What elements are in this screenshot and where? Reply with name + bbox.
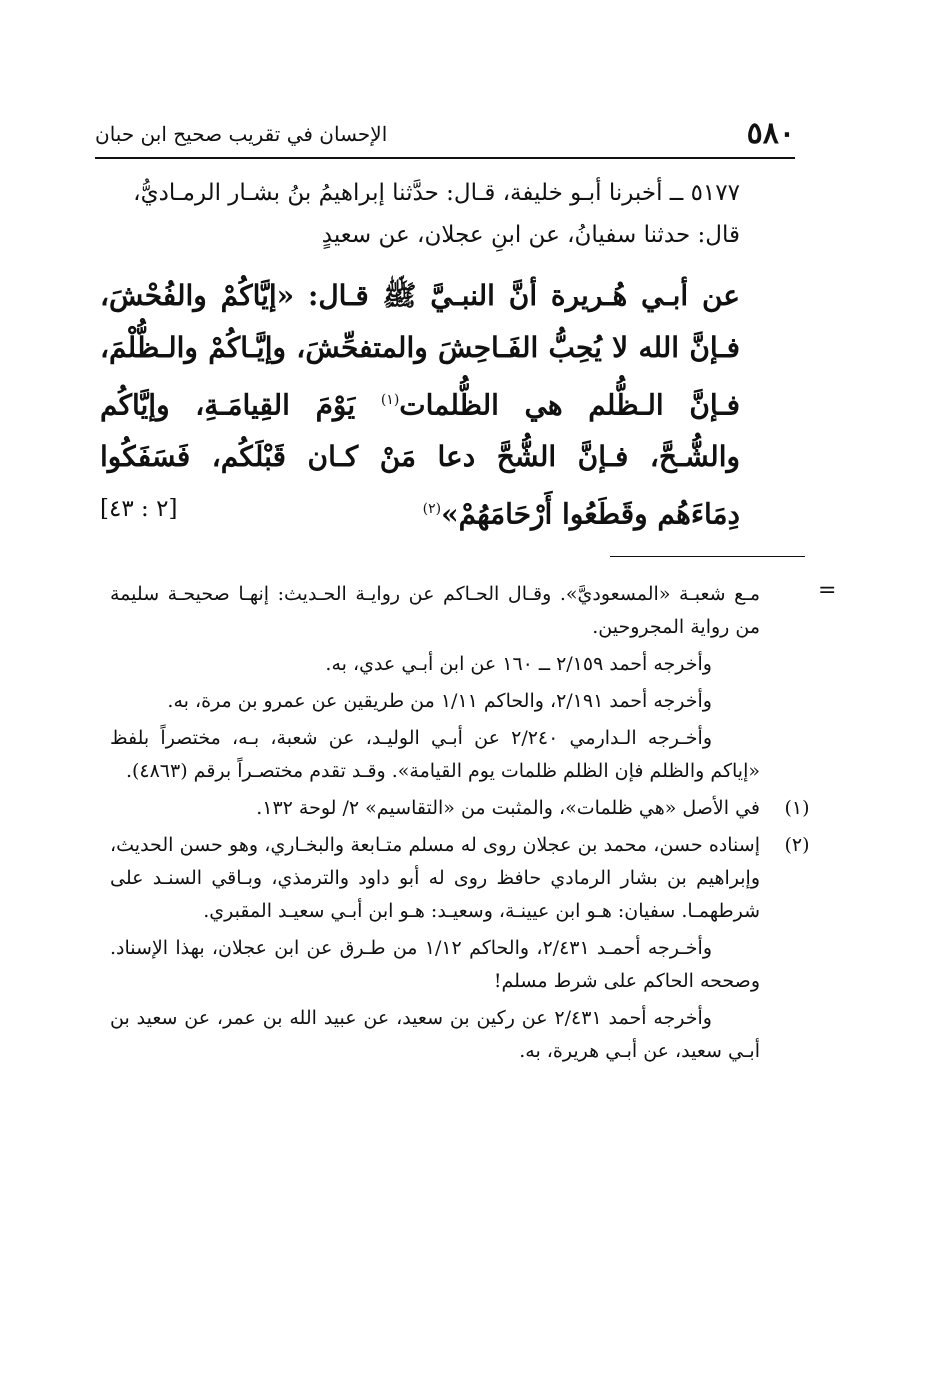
hadith-text [100, 172, 740, 541]
page-number: ٥٨٠ [746, 116, 795, 151]
matn-rest: يَوْمَ القِيامَـةِ، وإيَّاكُم والشُّـحَّ، فـإنَّ الشُّحَّ دعا مَنْ كـان قَبْلَكُم، فَسَفَكُوا دِمَاءَهُم وقَطَعُوا أَرْحَامَهُمْ» [100, 388, 740, 531]
footnote-1 [110, 792, 810, 825]
page-header [95, 112, 795, 156]
footnote-separator [610, 556, 805, 557]
footnote-marker: (٢) [784, 834, 810, 856]
isnad-line-2: قال: حدثنا سفيانُ، عن ابنِ عجلان، عن سعيدٍ [321, 222, 740, 248]
footnote-ref-2: (٢) [422, 501, 442, 518]
isnad-line-1: ٥١٧٧ ــ أخبرنا أبـو خليفة، قـال: حدَّثنا إبراهيمُ بنُ بشـار الرمـاديُّ، [133, 180, 740, 206]
footnotes [110, 578, 810, 1072]
footnote-marker: (١) [784, 797, 810, 819]
footnote-continuation-paragraph: وأخرجه أحمد ٢/١٥٩ ــ ١٦٠ عن ابن أبـي عدي، به. [325, 653, 712, 675]
footnote-ref-1: (١) [380, 392, 400, 408]
footnote-2 [110, 829, 810, 1068]
matn-main: عن أبـي هُـريرة أنَّ النبـيَّ ﷺ قـال: «إيَّاكُمْ والفُحْشَ، فـإنَّ الله لا يُحِبُّ الفَـاحِشَ والمتفحِّشَ، وإيَّـاكُمْ والـظُّلْمَ، فـإنَّ الـظُّلم هي الظُّلمات [100, 279, 741, 422]
footnote-paragraph: إسناده حسن، محمد بن عجلان روى له مسلم متـابعة والبخـاري، وهو حسن الحديث، وإبراهيم بن بشار الرمادي حافظ روى له أبو داود والترمذي، وبـاقي السنـد على شرطهمـا. سفيان: هـو ابن عيينـة، وسعيـد: هـو ابن أبـي سعيـد المقبري. [110, 834, 760, 922]
hadith-isnad [100, 172, 740, 256]
footnote-continuation-paragraph: مـع شعبـة «المسعوديَّ». وقـال الحـاكم عن روايـة الحـديث: إنهـا صحيحـة سليمة من رواية المجروحين. [110, 583, 760, 638]
hadith-matn [100, 270, 740, 541]
footnote-paragraph: وأخرجه أحمد ٢/٤٣١ عن ركين بن سعيد، عن عبيد الله بن عمر، عن سعيد بن أبـي سعيد، عن أبـي هريرة، به. [110, 1007, 760, 1062]
running-title: الإحسان في تقريب صحيح ابن حبان [95, 122, 388, 146]
takasim-reference: [٢ : ٤٣] [100, 496, 178, 523]
header-rule [95, 157, 795, 159]
footnote-paragraph: وأخـرجه أحمـد ٢/٤٣١، والحاكم ١/١٢ من طـرق عن ابن عجلان، بهذا الإسناد. وصححه الحاكم على شرط مسلم! [110, 937, 760, 992]
continuation-mark: = [818, 578, 837, 603]
footnote-continuation-paragraph: وأخـرجه الـدارمي ٢/٢٤٠ عن أبـي الوليـد، عن شعبة، بـه، مختصراً بلفظ «إياكم والظلم فإن الظلم ظلمات يوم القيامة». وقـد تقدم مختصـراً برقم (٤٨٦٣). [110, 727, 760, 782]
footnote-continuation-paragraph: وأخرجه أحمد ٢/١٩١، والحاكم ١/١١ من طريقين عن عمرو بن مرة، به. [167, 690, 712, 712]
footnote-paragraph: في الأصل «هي ظلمات»، والمثبت من «التقاسيم» ٢/ لوحة ١٣٢. [256, 797, 760, 819]
